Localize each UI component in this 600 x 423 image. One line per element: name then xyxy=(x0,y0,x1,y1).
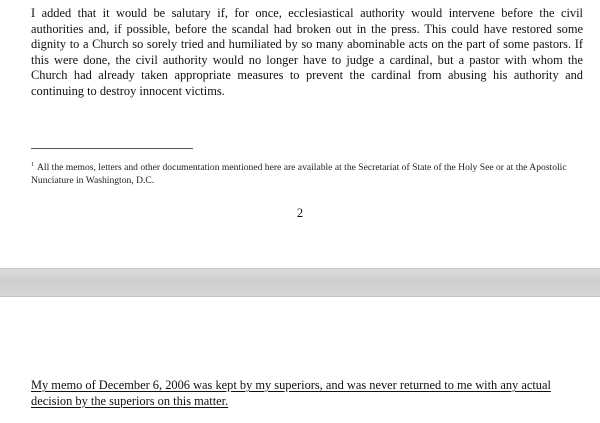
footnote xyxy=(31,159,587,187)
footnote-marker: 1 xyxy=(31,162,34,168)
page-separator xyxy=(0,268,600,297)
memo-paragraph-text: My memo of December 6, 2006 was kept by my superiors, and was never returned to me with any actual decision by the superiors on this matter xyxy=(31,378,551,408)
memo-paragraph xyxy=(31,378,591,409)
document-page-lower xyxy=(0,297,600,423)
footnote-text: All the memos, letters and other documentation mentioned here are available at the Secretariat of State of the Holy See or at the Apostolic Nunciature in Washington, D.C. xyxy=(31,162,567,186)
body-paragraph: I added that it would be salutary if, for once, ecclesiastical authority would intervene before the civil authorities and, if possible, before the scandal had broken out in the press. This could have restored some dignity to a Church so sorely tried and humiliated by so many abominable acts on the part of some pastors. If this were done, the civil authority would no longer have to judge a cardinal, but a pastor with whom the Church had already taken appropriate measures to prevent the cardinal from abusing his authority and continuing to destroy innocent victims. xyxy=(31,6,583,98)
page-number: 2 xyxy=(296,206,304,220)
memo-paragraph-end: . xyxy=(225,393,229,408)
footnote-divider xyxy=(31,148,193,149)
